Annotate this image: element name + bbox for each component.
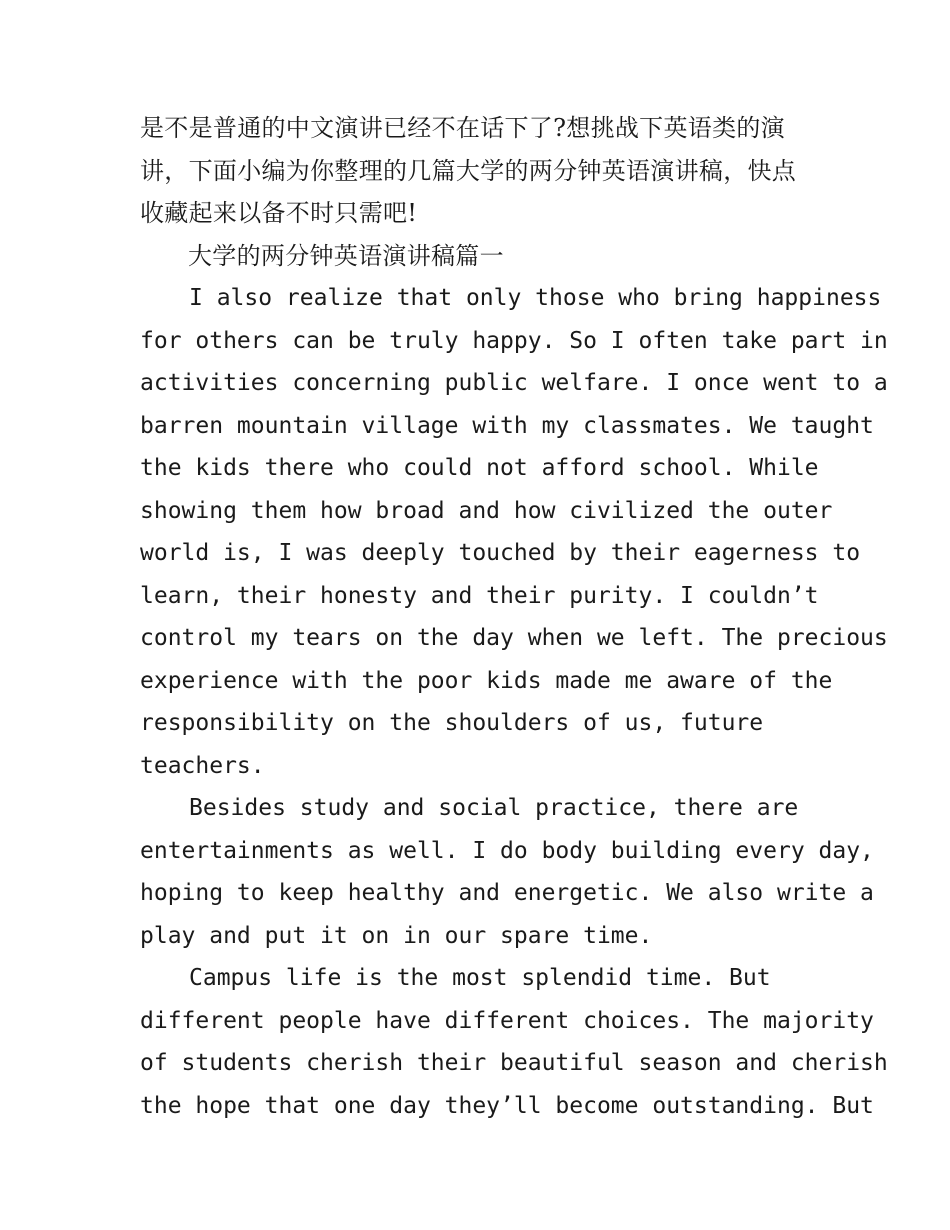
paragraph-line: the hope that one day they’ll become outstanding. But <box>140 1092 874 1119</box>
paragraph-line: of students cherish their beautiful season and cherish <box>140 1050 888 1076</box>
section-heading: 大学的两分钟英语演讲稿篇一 <box>188 241 504 270</box>
paragraph-line: play and put it on in our spare time. <box>140 922 653 949</box>
paragraph-line: responsibility on the shoulders of us, future <box>140 710 764 736</box>
paragraph-line: Campus life is the most splendid time. But <box>189 965 771 991</box>
paragraph-line: teachers. <box>140 752 265 779</box>
paragraph-line: showing them how broad and how civilized the outer <box>140 497 833 524</box>
intro-line: 讲，下面小编为你整理的几篇大学的两分钟英语演讲稿，快点 <box>140 156 797 185</box>
paragraph-line: hoping to keep healthy and energetic. We also write a <box>140 880 874 906</box>
paragraph-line: I also realize that only those who bring happiness <box>189 285 882 311</box>
paragraph-line: control my tears on the day when we left. The precious <box>140 625 888 651</box>
paragraph-line: for others can be truly happy. So I often take part in <box>140 327 888 354</box>
paragraph-line: experience with the poor kids made me aware of the <box>140 667 833 694</box>
paragraph-line: entertainments as well. I do body building every day, <box>140 837 874 864</box>
document-body <box>140 107 888 1127</box>
paragraph-line: different people have different choices. The majority <box>140 1007 874 1034</box>
paragraph-line: learn, their honesty and their purity. I couldn’t <box>140 582 819 609</box>
paragraph-line: world is, I was deeply touched by their eagerness to <box>140 540 861 566</box>
paragraph-line: barren mountain village with my classmates. We taught <box>140 412 874 439</box>
intro-line: 是不是普通的中文演讲已经不在话下了?想挑战下英语类的演 <box>140 114 785 142</box>
intro-line: 收藏起来以备不时只需吧! <box>140 199 418 227</box>
paragraph-line: activities concerning public welfare. I once went to a <box>140 370 888 396</box>
paragraph-line: Besides study and social practice, there are <box>189 795 799 821</box>
paragraph-line: the kids there who could not afford school. While <box>140 455 819 481</box>
